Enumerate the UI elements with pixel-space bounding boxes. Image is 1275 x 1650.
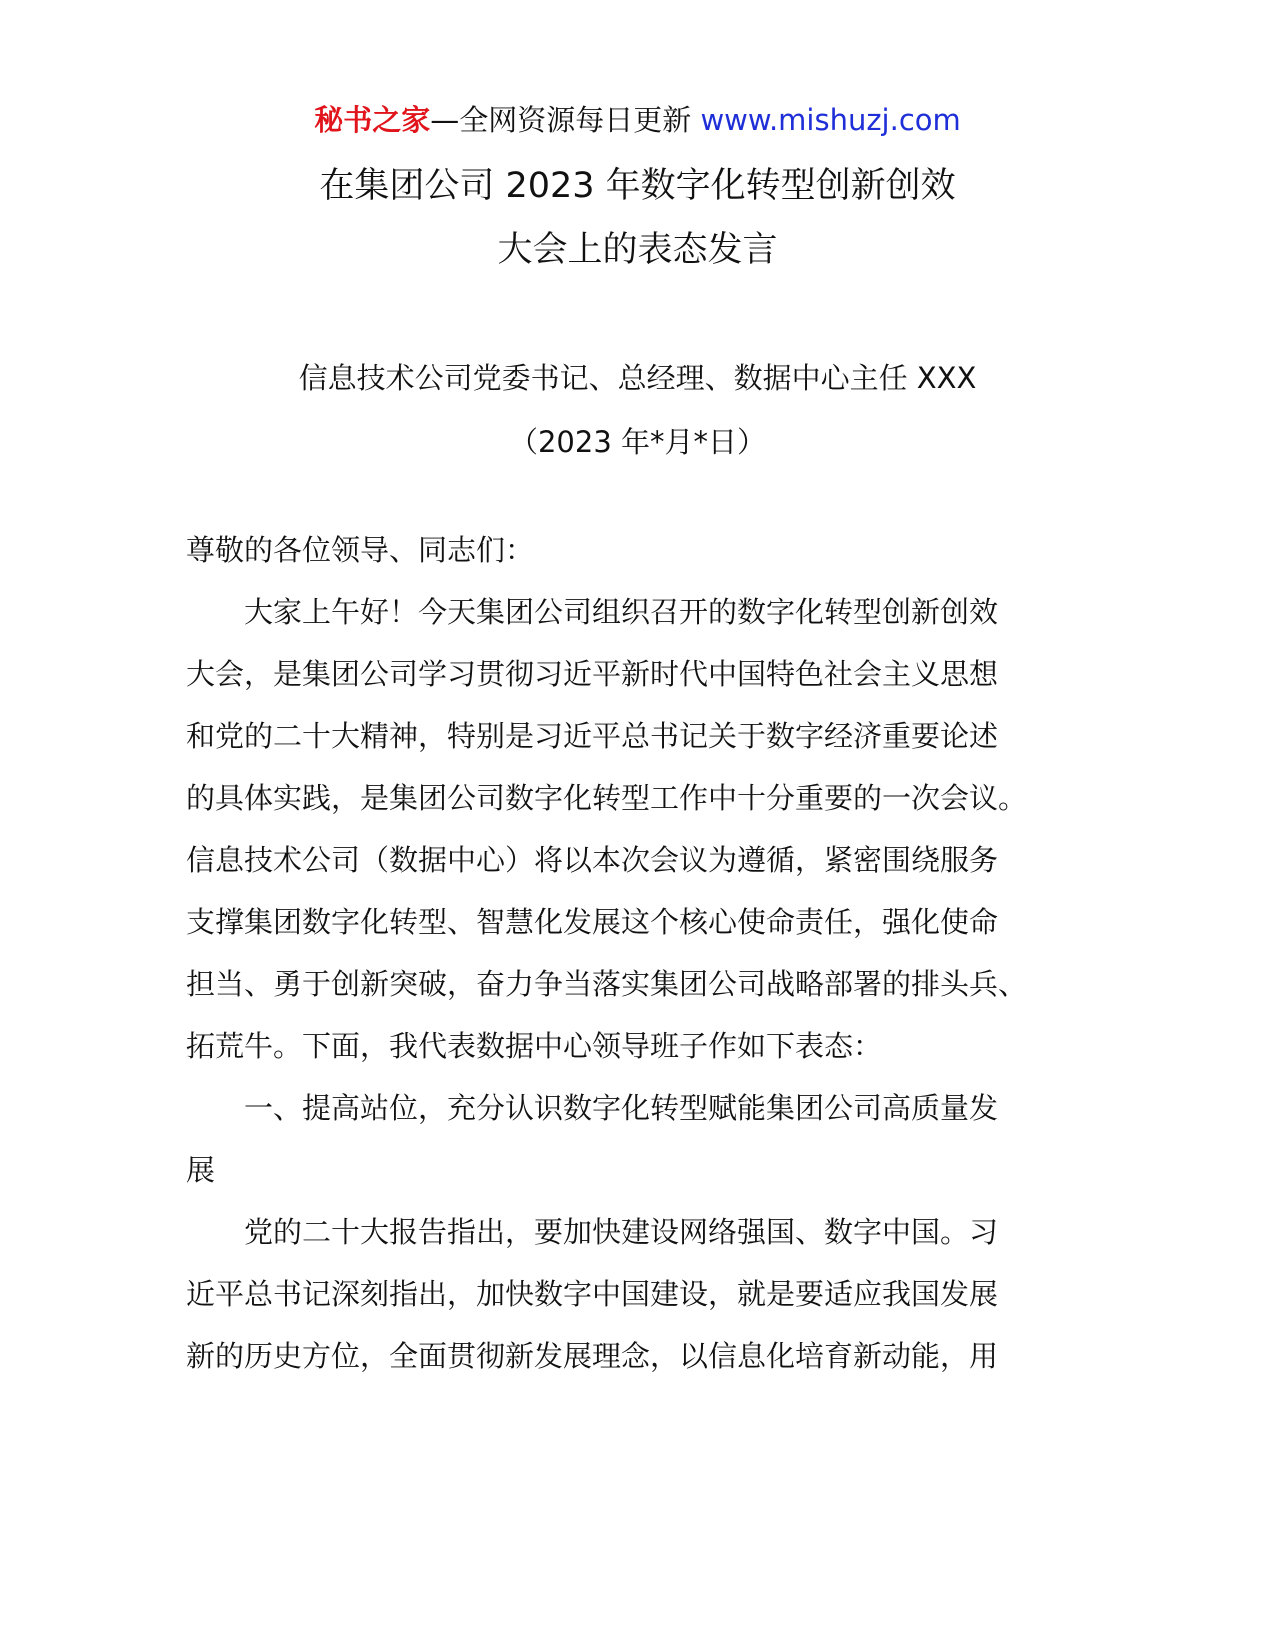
body-line: 拓荒牛。下面，我代表数据中心领导班子作如下表态：: [186, 1029, 883, 1063]
body-line: 担当、勇于创新突破，奋力争当落实集团公司战略部署的排头兵、: [186, 967, 1028, 1001]
body-line: 大会，是集团公司学习贯彻习近平新时代中国特色社会主义思想: [186, 657, 999, 691]
body-line: 新的历史方位，全面贯彻新发展理念，以信息化培育新动能，用: [186, 1339, 999, 1373]
body-line: 大家上午好！今天集团公司组织召开的数字化转型创新创效: [186, 595, 999, 629]
body-line: 的具体实践，是集团公司数字化转型工作中十分重要的一次会议。: [186, 781, 1028, 815]
body-line: 党的二十大报告指出，要加快建设网络强国、数字中国。习: [186, 1215, 999, 1249]
body-line: 和党的二十大精神，特别是习近平总书记关于数字经济重要论述: [186, 719, 999, 753]
document-title-line-1: 在集团公司 2023 年数字化转型创新创效: [319, 166, 956, 206]
header-tagline: —全网资源每日更新: [430, 103, 701, 137]
date-byline: （2023 年*月*日）: [508, 425, 767, 459]
salutation: 尊敬的各位领导、同志们：: [186, 533, 535, 567]
site-url-link[interactable]: www.mishuzj.com: [700, 103, 961, 137]
body-line: 信息技术公司（数据中心）将以本次会议为遵循，紧密围绕服务: [186, 843, 999, 877]
author-byline: 信息技术公司党委书记、总经理、数据中心主任 XXX: [298, 361, 977, 395]
site-header: [0, 100, 1275, 140]
brand-name: 秘书之家: [314, 103, 431, 137]
document-title-line-2: 大会上的表态发言: [497, 230, 778, 270]
section-heading-line: 一、提高站位，充分认识数字化转型赋能集团公司高质量发: [186, 1091, 999, 1125]
body-line: 支撑集团数字化转型、智慧化发展这个核心使命责任，强化使命: [186, 905, 999, 939]
body-line: 近平总书记深刻指出，加快数字中国建设，就是要适应我国发展: [186, 1277, 999, 1311]
section-heading-line: 展: [186, 1153, 216, 1187]
